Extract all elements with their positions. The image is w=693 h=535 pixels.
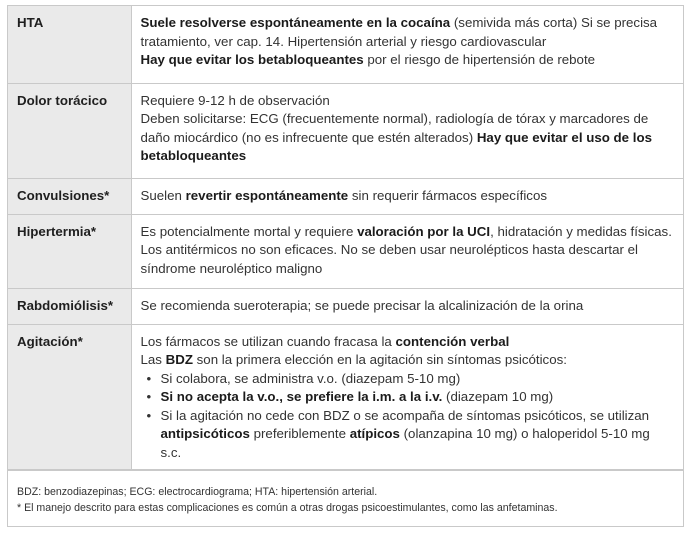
bullet-list [141, 370, 675, 463]
bold-text: antipsicóticos [160, 426, 250, 442]
bold-text: atípicos [349, 426, 400, 442]
row-label: Convulsiones* [8, 178, 131, 214]
row-text [131, 6, 683, 83]
plain-text: (diazepam 10 mg) [442, 389, 554, 405]
footnote-asterisk: * El manejo descrito para estas complicaciones es común a otras drogas psicoestimulantes, como las anfetaminas. [17, 502, 558, 514]
text-line [141, 187, 675, 206]
bold-text: Si no acepta la v.o., se prefiere la i.m. a la i.v. [160, 389, 443, 405]
table-row [8, 214, 683, 288]
table-row [8, 288, 683, 324]
text-line [141, 51, 675, 70]
plain-text: , hidratación y medidas físicas. Los antitérmicos no son eficaces. No se deben usar neurolépticos hasta descartar el síndrome neuroléptico maligno [140, 223, 672, 276]
row-label: Agitación* [8, 324, 131, 470]
plain-text: son la primera elección en la agitación sin síntomas psicóticos: [192, 352, 567, 368]
bold-text: revertir espontáneamente [185, 187, 349, 203]
plain-text: (olanzapina 10 mg) o haloperidol 5-10 mg s.c. [160, 426, 650, 461]
text-line [141, 351, 675, 370]
text-line [141, 333, 675, 352]
row-label: Dolor torácico [8, 83, 131, 178]
complications-table [8, 6, 683, 471]
plain-text: sin requerir fármacos específicos [348, 187, 547, 203]
plain-text: Los fármacos se utilizan cuando fracasa la [140, 333, 396, 349]
plain-text: Deben solicitarse: ECG (frecuentemente normal), radiología de tórax y marcadores de daño miocárdico (no es infrecuente que estén alterados) [140, 111, 649, 145]
bold-text: BDZ [165, 352, 193, 368]
plain-text: Suelen [140, 187, 186, 203]
table-row [8, 83, 683, 178]
table-row [8, 324, 683, 470]
bold-text: contención verbal [395, 333, 510, 349]
row-text [131, 178, 683, 214]
list-item [147, 388, 675, 407]
text-line [141, 110, 675, 166]
plain-text: por el riesgo de hipertensión de rebote [363, 52, 596, 68]
bold-text: Hay que evitar los betabloqueantes [140, 52, 364, 68]
bold-text: valoración por la UCI [357, 223, 491, 239]
plain-text: Si la agitación no cede con BDZ o se acompaña de síntomas psicóticos, se utilizan [160, 407, 650, 423]
plain-text: Requiere 9-12 h de observación [140, 92, 330, 108]
text-line [141, 223, 675, 279]
list-item [147, 370, 675, 389]
complications-table-frame [7, 5, 684, 527]
row-text [131, 288, 683, 324]
text-line [141, 297, 675, 316]
row-text [131, 83, 683, 178]
text-line [141, 92, 675, 111]
table-row [8, 6, 683, 83]
row-text [131, 214, 683, 288]
plain-text: preferiblemente [249, 426, 350, 442]
table-row [8, 178, 683, 214]
plain-text: (semivida más corta) Si se precisa tratamiento, ver cap. 14. Hipertensión arterial y riesgo cardiovascular [140, 15, 658, 49]
bold-text: Suele resolverse espontáneamente en la cocaína [140, 15, 451, 30]
row-label: HTA [8, 6, 131, 83]
text-line [141, 14, 675, 51]
plain-text: Se recomienda sueroterapia; se puede precisar la alcalinización de la orina [140, 297, 584, 313]
table-footnotes [8, 469, 683, 526]
plain-text: Es potencialmente mortal y requiere [140, 223, 358, 239]
footnote-abbreviations: BDZ: benzodiazepinas; ECG: electrocardiograma; HTA: hipertensión arterial. [17, 486, 378, 498]
row-label: Hipertermia* [8, 214, 131, 288]
row-text [131, 324, 683, 470]
list-item [147, 407, 675, 463]
plain-text: Las [140, 352, 166, 368]
plain-text: Si colabora, se administra v.o. (diazepam 5-10 mg) [160, 370, 461, 386]
bold-text: Hay que evitar el uso de los betabloqueantes [140, 129, 652, 164]
row-label: Rabdomiólisis* [8, 288, 131, 324]
